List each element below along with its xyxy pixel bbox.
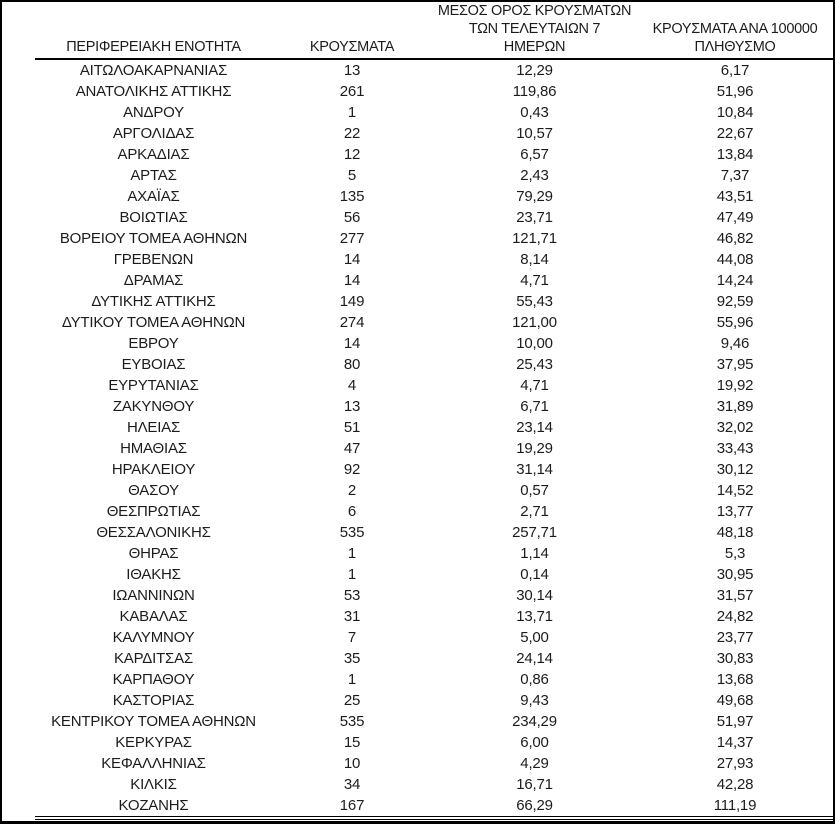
region-name: ΚΕΝΤΡΙΚΟΥ ΤΟΜΕΑ ΑΘΗΝΩΝ (51, 713, 256, 730)
region-name: ΙΘΑΚΗΣ (126, 566, 181, 583)
cases-value: 5 (347, 167, 357, 184)
avg-7day-value: 79,29 (516, 188, 553, 205)
region-name: ΘΑΣΟΥ (128, 482, 179, 499)
cases-value: 14 (343, 251, 361, 268)
header-avg-7day-line3: ΗΜΕΡΩΝ (503, 39, 566, 55)
avg-7day-value: 16,71 (516, 776, 553, 793)
per-100k-value: 47,49 (716, 209, 754, 226)
header-per-100k (637, 20, 833, 56)
table-row (2, 480, 833, 501)
header-avg-7day (432, 2, 637, 56)
avg-7day-value: 8,14 (520, 251, 549, 268)
table-row (2, 123, 833, 144)
per-100k-value: 13,68 (716, 671, 754, 688)
table-row (2, 753, 833, 774)
cases-value: 2 (347, 482, 357, 499)
avg-7day-value: 10,00 (516, 335, 553, 352)
region-name: ΕΥΒΟΙΑΣ (121, 356, 186, 373)
avg-7day-value: 5,00 (520, 629, 549, 646)
table-row (2, 207, 833, 228)
table-row (2, 375, 833, 396)
region-name: ΔΥΤΙΚΟΥ ΤΟΜΕΑ ΑΘΗΝΩΝ (61, 314, 246, 331)
per-100k-value: 14,52 (716, 482, 754, 499)
header-cases-label: ΚΡΟΥΣΜΑΤΑ (309, 39, 395, 55)
left-gutter (2, 795, 35, 816)
table-row (2, 417, 833, 438)
region-name: ΑΡΚΑΔΙΑΣ (117, 146, 190, 163)
left-gutter (2, 354, 35, 375)
left-gutter (2, 333, 35, 354)
left-gutter (2, 207, 35, 228)
per-100k-value: 13,84 (716, 146, 754, 163)
cases-value: 1 (347, 545, 357, 562)
cases-value: 167 (339, 797, 365, 814)
region-name: ΕΒΡΟΥ (128, 335, 179, 352)
cases-value: 80 (343, 356, 361, 373)
per-100k-value: 42,28 (716, 776, 754, 793)
header-region (35, 38, 272, 56)
avg-7day-value: 24,14 (516, 650, 553, 667)
cases-value: 14 (343, 335, 361, 352)
left-gutter (2, 396, 35, 417)
avg-7day-value: 55,43 (516, 293, 553, 310)
cases-value: 535 (339, 524, 365, 541)
region-name: ΚΑΡΠΑΘΟΥ (112, 671, 195, 688)
region-name: ΕΥΡΥΤΑΝΙΑΣ (108, 377, 199, 394)
table-body (2, 60, 833, 816)
region-name: ΘΕΣΣΑΛΟΝΙΚΗΣ (96, 524, 211, 541)
per-100k-value: 27,93 (716, 755, 754, 772)
avg-7day-value: 6,00 (520, 734, 549, 751)
cases-value: 13 (343, 398, 361, 415)
per-100k-value: 37,95 (716, 356, 754, 373)
table-row (2, 102, 833, 123)
table-row (2, 291, 833, 312)
avg-7day-value: 0,14 (520, 566, 549, 583)
avg-7day-value: 25,43 (516, 356, 553, 373)
left-gutter (2, 165, 35, 186)
left-gutter (2, 606, 35, 627)
region-name: ΙΩΑΝΝΙΝΩΝ (112, 587, 195, 604)
avg-7day-value: 1,14 (520, 545, 549, 562)
header-avg-7day-line1: ΜΕΣΟΣ ΟΡΟΣ ΚΡΟΥΣΜΑΤΩΝ (437, 3, 632, 19)
table-row (2, 795, 833, 816)
region-name: ΒΟΡΕΙΟΥ ΤΟΜΕΑ ΑΘΗΝΩΝ (59, 230, 248, 247)
per-100k-value: 30,95 (716, 566, 754, 583)
per-100k-value: 51,97 (716, 713, 754, 730)
header-per-100k-line2: ΠΛΗΘΥΣΜΟ (694, 39, 776, 55)
table-row (2, 648, 833, 669)
avg-7day-value: 66,29 (516, 797, 553, 814)
per-100k-value: 49,68 (716, 692, 754, 709)
left-gutter (2, 249, 35, 270)
cases-value: 10 (343, 755, 361, 772)
header-region-label: ΠΕΡΙΦΕΡΕΙΑΚΗ ΕΝΟΤΗΤΑ (66, 39, 241, 55)
cases-value: 15 (343, 734, 361, 751)
table-row (2, 522, 833, 543)
table-row (2, 333, 833, 354)
cases-value: 149 (339, 293, 365, 310)
avg-7day-value: 23,71 (516, 209, 553, 226)
avg-7day-value: 119,86 (512, 83, 557, 100)
region-name: ΑΙΤΩΛΟΑΚΑΡΝΑΝΙΑΣ (79, 62, 228, 79)
avg-7day-value: 6,71 (520, 398, 549, 415)
table-row (2, 543, 833, 564)
table-row (2, 228, 833, 249)
per-100k-value: 10,84 (716, 104, 754, 121)
left-gutter (2, 480, 35, 501)
avg-7day-value: 6,57 (520, 146, 549, 163)
cases-value: 92 (343, 461, 361, 478)
per-100k-value: 6,17 (720, 62, 750, 79)
avg-7day-value: 12,29 (516, 62, 553, 79)
left-gutter (2, 459, 35, 480)
left-gutter (2, 291, 35, 312)
per-100k-value: 7,37 (720, 167, 750, 184)
left-gutter (2, 627, 35, 648)
region-name: ΔΡΑΜΑΣ (123, 272, 184, 289)
cases-value: 1 (347, 671, 357, 688)
per-100k-value: 14,37 (716, 734, 754, 751)
cases-value: 13 (343, 62, 361, 79)
per-100k-value: 14,24 (716, 272, 754, 289)
region-name: ΗΛΕΙΑΣ (126, 419, 181, 436)
table-row (2, 354, 833, 375)
table-row (2, 459, 833, 480)
left-gutter (2, 438, 35, 459)
region-name: ΓΡΕΒΕΝΩΝ (113, 251, 194, 268)
cases-value: 56 (343, 209, 361, 226)
table-row (2, 774, 833, 795)
per-100k-value: 31,89 (716, 398, 754, 415)
avg-7day-value: 4,71 (520, 377, 549, 394)
table-row (2, 312, 833, 333)
table-row (2, 606, 833, 627)
left-gutter (2, 648, 35, 669)
cases-value: 47 (343, 440, 361, 457)
region-name: ΚΙΛΚΙΣ (130, 776, 177, 793)
table-row (2, 249, 833, 270)
left-gutter (2, 753, 35, 774)
cases-value: 135 (339, 188, 365, 205)
per-100k-value: 44,08 (716, 251, 754, 268)
table-row (2, 627, 833, 648)
cases-value: 14 (343, 272, 361, 289)
table-row (2, 690, 833, 711)
avg-7day-value: 2,71 (520, 503, 549, 520)
cases-value: 35 (343, 650, 361, 667)
avg-7day-value: 0,86 (520, 671, 549, 688)
per-100k-value: 5,3 (724, 545, 746, 562)
per-100k-value: 43,51 (716, 188, 754, 205)
left-gutter (2, 690, 35, 711)
per-100k-value: 19,92 (716, 377, 754, 394)
region-name: ΚΑΒΑΛΑΣ (119, 608, 188, 625)
cases-value: 53 (343, 587, 361, 604)
avg-7day-value: 23,14 (516, 419, 553, 436)
region-name: ΚΑΣΤΟΡΙΑΣ (112, 692, 195, 709)
table-row (2, 711, 833, 732)
header-cases (272, 38, 432, 56)
region-name: ΒΟΙΩΤΙΑΣ (119, 209, 188, 226)
left-gutter (2, 312, 35, 333)
left-gutter (2, 564, 35, 585)
per-100k-value: 111,19 (713, 797, 757, 814)
table-row (2, 60, 833, 81)
table-row (2, 144, 833, 165)
per-100k-value: 30,83 (716, 650, 754, 667)
cases-value: 4 (347, 377, 357, 394)
cases-value: 7 (347, 629, 357, 646)
avg-7day-value: 121,71 (512, 230, 557, 247)
left-gutter (2, 669, 35, 690)
table-row (2, 564, 833, 585)
region-name: ΔΥΤΙΚΗΣ ΑΤΤΙΚΗΣ (91, 293, 216, 310)
header-avg-7day-line2: ΤΩΝ ΤΕΛΕΥΤΑΙΩΝ 7 (468, 21, 601, 37)
avg-7day-value: 30,14 (516, 587, 553, 604)
avg-7day-value: 9,43 (520, 692, 549, 709)
left-gutter (2, 711, 35, 732)
table-row (2, 396, 833, 417)
cases-value: 1 (347, 104, 357, 121)
table-row (2, 501, 833, 522)
per-100k-value: 55,96 (716, 314, 754, 331)
region-name: ΗΜΑΘΙΑΣ (120, 440, 187, 457)
left-gutter (2, 123, 35, 144)
header-per-100k-line1: ΚΡΟΥΣΜΑΤΑ ΑΝΑ 100000 (652, 21, 818, 37)
avg-7day-value: 4,29 (520, 755, 549, 772)
cases-value: 25 (343, 692, 361, 709)
avg-7day-value: 13,71 (516, 608, 553, 625)
avg-7day-value: 0,57 (520, 482, 549, 499)
region-name: ΚΑΛΥΜΝΟΥ (112, 629, 195, 646)
region-name: ΑΧΑΪΑΣ (127, 188, 180, 205)
per-100k-value: 33,43 (716, 440, 754, 457)
cases-value: 277 (339, 230, 365, 247)
region-name: ΚΑΡΔΙΤΣΑΣ (113, 650, 193, 667)
region-name: ΚΕΦΑΛΛΗΝΙΑΣ (101, 755, 206, 772)
avg-7day-value: 4,71 (520, 272, 549, 289)
region-name: ΚΟΖΑΝΗΣ (118, 797, 189, 814)
avg-7day-value: 10,57 (516, 125, 553, 142)
cases-value: 31 (343, 608, 361, 625)
region-name: ΖΑΚΥΝΘΟΥ (112, 398, 195, 415)
table-header (2, 2, 833, 58)
avg-7day-value: 0,43 (520, 104, 549, 121)
left-gutter (2, 501, 35, 522)
cases-value: 12 (343, 146, 361, 163)
left-gutter (2, 585, 35, 606)
table-row (2, 270, 833, 291)
cases-value: 261 (339, 83, 365, 100)
per-100k-value: 92,59 (716, 293, 754, 310)
table-row (2, 669, 833, 690)
avg-7day-value: 121,00 (512, 314, 557, 331)
region-name: ΘΗΡΑΣ (128, 545, 179, 562)
region-name: ΗΡΑΚΛΕΙΟΥ (111, 461, 196, 478)
left-gutter (2, 186, 35, 207)
table-bottom-divider (35, 816, 833, 820)
left-gutter (2, 228, 35, 249)
region-name: ΑΡΤΑΣ (130, 167, 177, 184)
cases-value: 34 (343, 776, 361, 793)
avg-7day-value: 31,14 (516, 461, 553, 478)
per-100k-value: 31,57 (716, 587, 754, 604)
table-row (2, 438, 833, 459)
region-name: ΑΝΑΤΟΛΙΚΗΣ ΑΤΤΙΚΗΣ (75, 83, 232, 100)
per-100k-value: 13,77 (716, 503, 754, 520)
cases-value: 22 (343, 125, 361, 142)
cases-value: 1 (347, 566, 357, 583)
region-name: ΑΡΓΟΛΙΔΑΣ (112, 125, 195, 142)
per-100k-value: 24,82 (716, 608, 754, 625)
per-100k-value: 46,82 (716, 230, 754, 247)
table-row (2, 585, 833, 606)
left-gutter (2, 417, 35, 438)
avg-7day-value: 19,29 (516, 440, 553, 457)
region-name: ΚΕΡΚΥΡΑΣ (115, 734, 192, 751)
left-gutter (2, 375, 35, 396)
left-gutter (2, 732, 35, 753)
table-row (2, 732, 833, 753)
per-100k-value: 22,67 (716, 125, 754, 142)
left-gutter (2, 102, 35, 123)
left-gutter (2, 543, 35, 564)
per-100k-value: 30,12 (716, 461, 754, 478)
left-gutter (2, 60, 35, 81)
table-row (2, 81, 833, 102)
per-100k-value: 32,02 (716, 419, 754, 436)
per-100k-value: 51,96 (716, 83, 754, 100)
per-100k-value: 23,77 (716, 629, 754, 646)
cases-value: 51 (343, 419, 361, 436)
left-gutter (2, 774, 35, 795)
left-gutter (2, 270, 35, 291)
per-100k-value: 9,46 (720, 335, 750, 352)
per-100k-value: 48,18 (716, 524, 754, 541)
avg-7day-value: 2,43 (520, 167, 549, 184)
left-gutter (2, 144, 35, 165)
avg-7day-value: 257,71 (512, 524, 557, 541)
table-row (2, 165, 833, 186)
left-gutter (2, 81, 35, 102)
cases-value: 535 (339, 713, 365, 730)
left-gutter (2, 522, 35, 543)
cases-value: 274 (339, 314, 365, 331)
table-row (2, 186, 833, 207)
region-name: ΑΝΔΡΟΥ (123, 104, 184, 121)
region-name: ΘΕΣΠΡΩΤΙΑΣ (106, 503, 201, 520)
cases-value: 6 (347, 503, 357, 520)
avg-7day-value: 234,29 (512, 713, 557, 730)
